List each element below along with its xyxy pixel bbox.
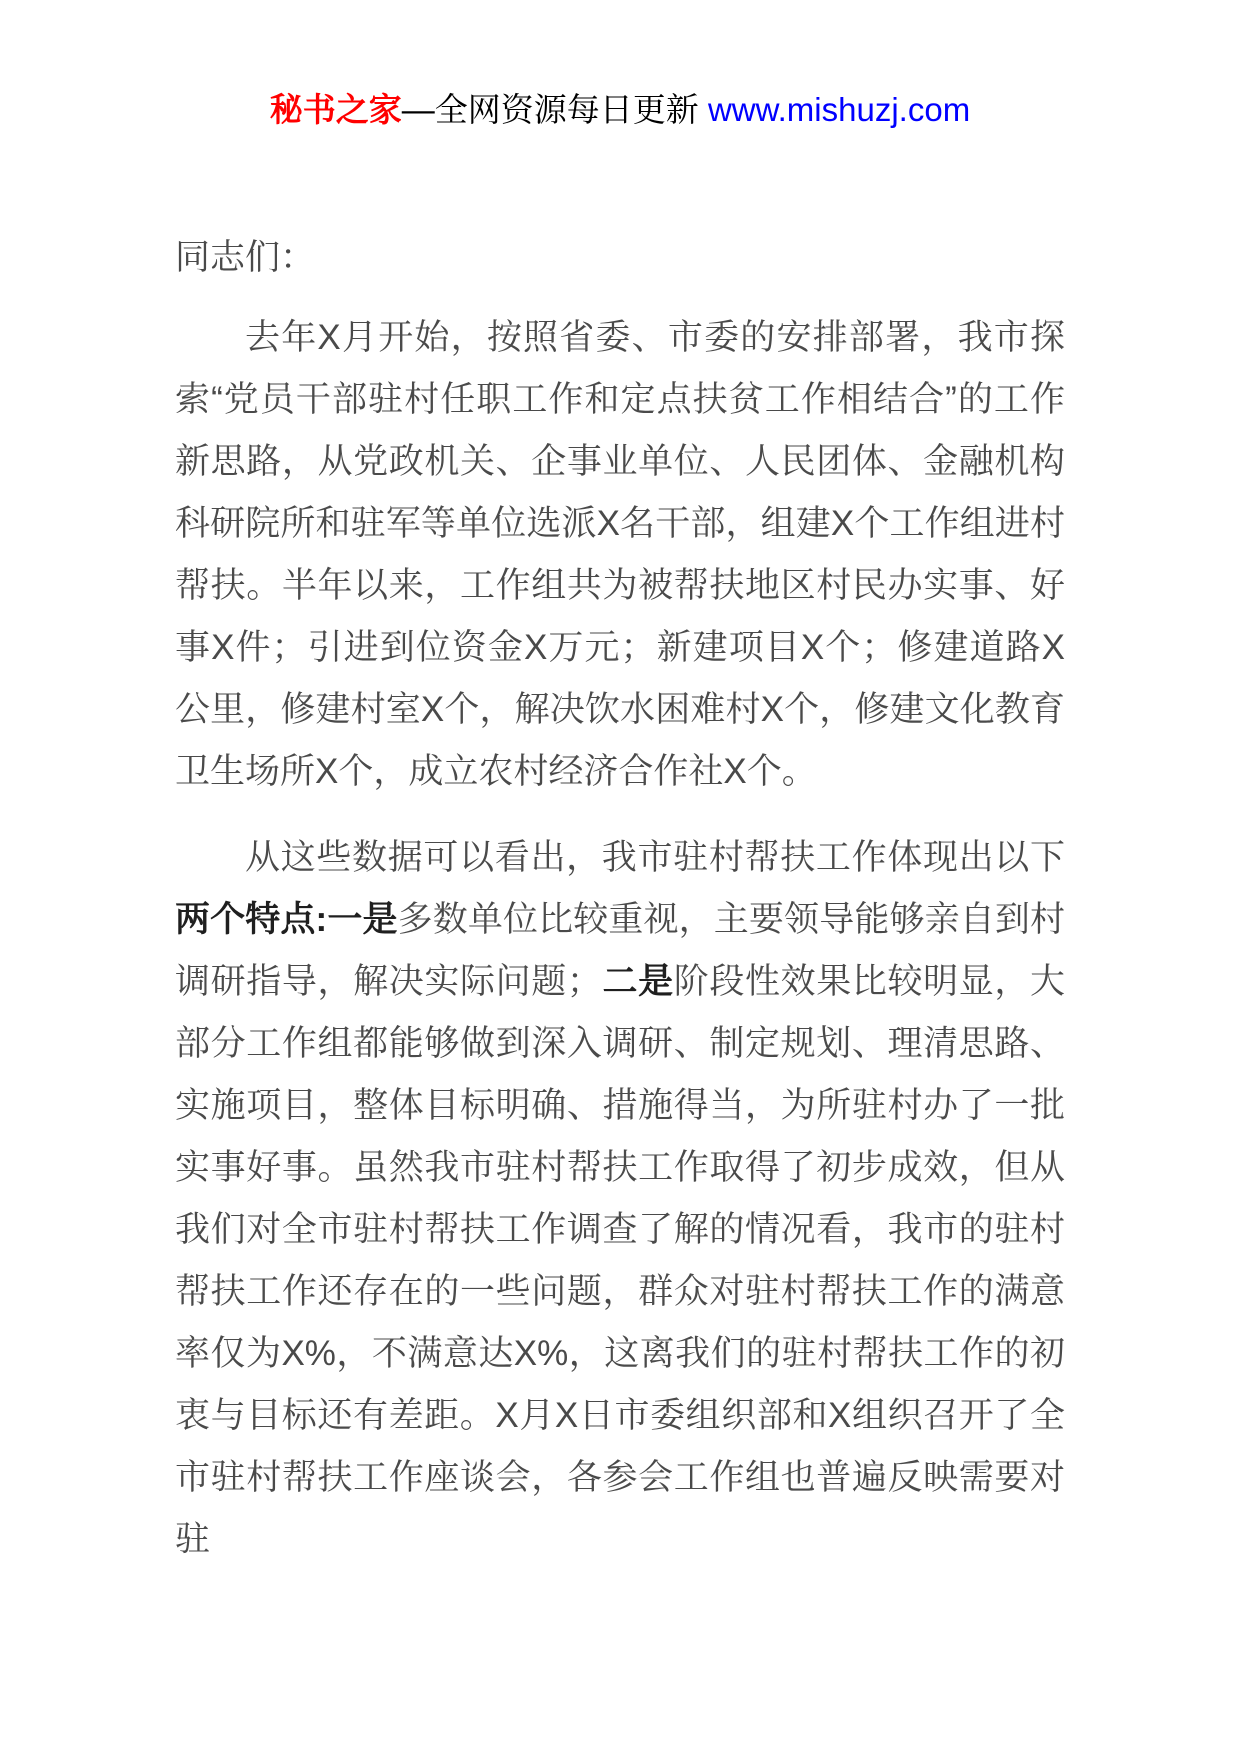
- bold-run-two-features: 两个特点:一是: [175, 900, 398, 939]
- site-url-link[interactable]: www.mishuzj.com: [707, 91, 971, 128]
- text-run: 去年X月开始，按照省委、市委的安排部署，我市探索“党员干部驻村任职工作和定点扶贫工作相结合”的工作新思路，从党政机关、企事业单位、人民团体、金融机构科研院所和驻军等单位选派X名干部，组建X个工作组进村帮扶。半年以来，工作组共为被帮扶地区村民办实事、好事X件；引进到位资金X万元；新建项目X个；修建道路X公里，修建村室X个，解决饮水困难村X个，修建文化教育卫生场所X个，成立农村经济合作社X个。: [175, 318, 1065, 791]
- site-brand: 秘书之家: [269, 91, 402, 128]
- paragraph-1: [175, 307, 1065, 803]
- bold-run-second: 二是: [601, 962, 674, 1001]
- site-tagline: —全网资源每日更新: [401, 91, 708, 128]
- text-run: 多数单位比较重视，主要领导能够亲自到村调研指导，解决实际问题；: [175, 900, 1065, 1001]
- greeting-line: 同志们：: [175, 238, 316, 277]
- text-run: 从这些数据可以看出，我市驻村帮扶工作体现出以下: [245, 838, 1065, 877]
- site-header: [0, 0, 1240, 134]
- document-body: [175, 227, 1065, 1571]
- text-run: 阶段性效果比较明显，大部分工作组都能够做到深入调研、制定规划、理清思路、实施项目，整体目标明确、措施得当，为所驻村办了一批实事好事。虽然我市驻村帮扶工作取得了初步成效，但从我们对全市驻村帮扶工作调查了解的情况看，我市的驻村帮扶工作还存在的一些问题，群众对驻村帮扶工作的满意率仅为X%，不满意达X%，这离我们的驻村帮扶工作的初衷与目标还有差距。X月X日市委组织部和X组织召开了全市驻村帮扶工作座谈会，各参会工作组也普遍反映需要对驻: [175, 962, 1065, 1559]
- paragraph-2: [175, 827, 1065, 1571]
